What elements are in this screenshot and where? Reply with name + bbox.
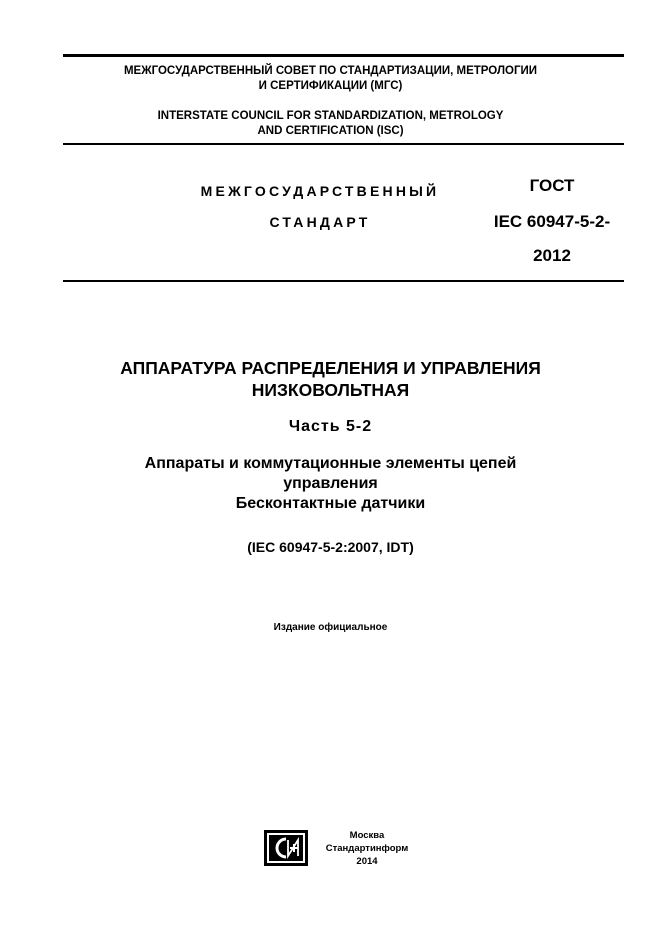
- header-rule: [63, 143, 624, 145]
- top-rule: [63, 54, 624, 57]
- document-title: [0, 357, 661, 401]
- standard-type-line-1: МЕЖГОСУДАРСТВЕННЫЙ: [200, 183, 440, 199]
- publisher-info: [314, 829, 420, 868]
- edition-label: Издание официальное: [273, 622, 388, 633]
- standard-code-number: IEC 60947-5-2-: [493, 212, 611, 231]
- publisher-name: Стандартинформ: [325, 843, 409, 854]
- council-en-line-2: AND CERTIFICATION (ISC): [257, 125, 404, 137]
- standard-code-prefix: ГОСТ: [529, 176, 575, 195]
- council-name-ru: [0, 64, 661, 94]
- council-en-line-1: INTERSTATE COUNCIL FOR STANDARDIZATION, METROLOGY: [157, 110, 504, 122]
- standard-code-year: 2012: [533, 246, 571, 265]
- title-line-2: НИЗКОВОЛЬТНАЯ: [251, 380, 410, 400]
- title-line-1: АППАРАТУРА РАСПРЕДЕЛЕНИЯ И УПРАВЛЕНИЯ: [120, 358, 541, 378]
- council-ru-line-2: И СЕРТИФИКАЦИИ (МГС): [258, 80, 403, 92]
- publisher-city: Москва: [349, 830, 385, 841]
- standard-type-line-2: СТАНДАРТ: [269, 214, 371, 230]
- designation-rule: [63, 280, 624, 282]
- document-subtitle: [0, 454, 661, 514]
- part-label: Часть 5-2: [288, 418, 373, 435]
- publisher-year: 2014: [356, 856, 378, 867]
- council-ru-line-1: МЕЖГОСУДАРСТВЕННЫЙ СОВЕТ ПО СТАНДАРТИЗАЦИИ, МЕТРОЛОГИИ: [123, 65, 538, 77]
- subtitle-line-3: Бесконтактные датчики: [235, 495, 426, 512]
- standartinform-logo-icon: [264, 830, 308, 866]
- council-name-en: [0, 109, 661, 139]
- subtitle-line-2: управления: [283, 475, 378, 492]
- iec-reference: (IEC 60947-5-2:2007, IDT): [247, 539, 414, 555]
- subtitle-line-1: Аппараты и коммутационные элементы цепей: [144, 455, 517, 472]
